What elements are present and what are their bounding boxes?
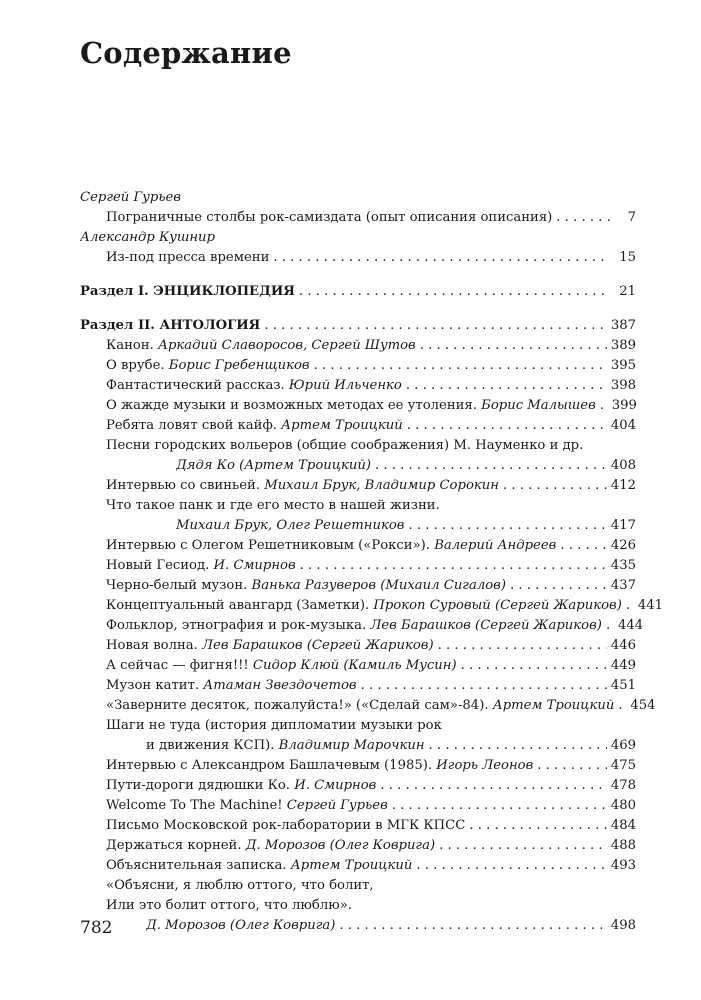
toc-entry-title: А сейчас — фигня!!!	[106, 658, 253, 673]
toc-entry-author: Артем Троицкий	[290, 858, 413, 873]
toc-page-number: 437	[610, 578, 636, 593]
toc-entry	[80, 376, 636, 396]
toc-entry-text	[106, 496, 440, 516]
toc-page-number: 475	[610, 758, 636, 773]
toc-entry-text	[80, 282, 295, 302]
toc-entry	[80, 496, 636, 516]
toc-page-number: 417	[610, 518, 636, 533]
toc-page-number: 7	[627, 210, 636, 225]
toc-leader-dots	[510, 576, 607, 596]
toc-entry-title: Из-под пресса времени	[106, 250, 270, 265]
toc-entry	[80, 208, 636, 228]
toc-entry-text	[106, 248, 269, 268]
toc-entry-text	[106, 836, 435, 856]
toc-entry	[80, 696, 656, 716]
toc-page-number: 480	[610, 798, 636, 813]
toc-entry-title: «Объясни, я люблю оттого, что болит,	[106, 878, 374, 893]
toc-entry	[80, 796, 636, 816]
toc-entry-author: Ванька Разуверов (Михаил Сигалов)	[251, 578, 506, 593]
toc-entry-author: Д. Морозов (Олег Коврига)	[245, 838, 436, 853]
toc-entry-text	[106, 876, 374, 896]
toc-entry-author: Сидор Клюй (Камиль Мусин)	[252, 658, 457, 673]
toc-entry-author: Юрий Ильченко	[288, 378, 402, 393]
toc-entry-author: Сергей Гурьев	[80, 190, 181, 205]
toc-page-number: 454	[630, 698, 656, 713]
toc-entry-title: Интервью со свиньей.	[106, 478, 265, 493]
toc-leader-dots	[537, 756, 607, 776]
toc-entry	[80, 656, 636, 676]
toc-entry-title: Шаги не туда (история дипломатии музыки рок	[106, 718, 442, 733]
toc-entry-text	[80, 316, 260, 336]
toc-page-number: 469	[610, 738, 636, 753]
toc-leader-dots	[560, 536, 607, 556]
toc-entry-text	[106, 796, 388, 816]
toc-entry	[80, 836, 636, 856]
toc-entry-title: Интервью с Олегом Решетниковым («Рокси»).	[106, 538, 435, 553]
toc-entry-text	[106, 596, 622, 616]
toc-entry-author: Артем Троицкий	[281, 418, 403, 433]
toc-entry	[80, 248, 636, 268]
toc-page-number: 498	[610, 918, 636, 933]
toc-page-number: 15	[619, 250, 636, 265]
toc-leader-dots	[439, 836, 607, 856]
toc-leader-dots	[461, 656, 607, 676]
toc-leader-dots	[556, 208, 610, 228]
toc-entry-author: Владимир Марочкин	[278, 738, 425, 753]
toc-entry-author: Лев Барашков (Сергей Жариков)	[202, 638, 434, 653]
toc-entry-text	[106, 676, 357, 696]
toc-entry	[80, 436, 636, 456]
toc-entry-title: Или это болит оттого, что люблю».	[106, 898, 352, 913]
toc-entry-text	[106, 696, 614, 716]
toc-entry-author: Д. Морозов (Олег Коврига)	[146, 918, 336, 933]
toc-leader-dots	[380, 776, 606, 796]
toc-entry-title: О врубе.	[106, 358, 169, 373]
toc-entry	[80, 916, 636, 936]
toc-leader-dots	[618, 696, 626, 716]
toc-entry	[80, 876, 636, 896]
toc-entry-text	[106, 576, 506, 596]
toc-entry-title: Новый Гесиод.	[106, 558, 214, 573]
toc-entry-title: Пограничные столбы рок-самиздата (опыт описания описания)	[106, 210, 553, 225]
toc-leader-dots	[438, 636, 607, 656]
toc-entry	[80, 336, 636, 356]
toc-leader-dots	[392, 796, 607, 816]
toc-leader-dots	[299, 282, 610, 302]
toc-entry	[80, 416, 636, 436]
toc-page-number: 449	[610, 658, 636, 673]
toc-entry-text	[106, 636, 434, 656]
toc-entry	[80, 756, 636, 776]
toc-entry-author: Михаил Брук, Владимир Сорокин	[264, 478, 499, 493]
toc-leader-dots	[375, 456, 607, 476]
toc-page-number: 387	[610, 318, 636, 333]
toc-page-number: 478	[610, 778, 636, 793]
toc-page-number: 389	[610, 338, 636, 353]
toc-entry	[80, 576, 636, 596]
toc-page-number: 441	[637, 598, 664, 613]
toc-page-number: 404	[610, 418, 636, 433]
toc-entry-text	[80, 228, 215, 248]
toc-entry-author: Атаман Звездочетов	[203, 678, 357, 693]
toc-entry	[80, 356, 636, 376]
toc-entry-text	[106, 756, 533, 776]
toc-entry-text	[106, 536, 556, 556]
toc-leader-dots	[339, 916, 606, 936]
toc-entry	[80, 736, 636, 756]
toc-entry	[80, 228, 636, 248]
toc-entry-title: Музон катит.	[106, 678, 204, 693]
toc-entry-title: Ребята ловят свой кайф.	[106, 418, 282, 433]
toc-entry	[80, 516, 636, 536]
toc-leader-dots	[300, 556, 607, 576]
toc-entry	[80, 556, 636, 576]
toc-entry	[80, 616, 644, 636]
toc-entry-text	[106, 716, 442, 736]
toc-leader-dots	[429, 736, 607, 756]
toc-entry-author: Сергей Гурьев	[286, 798, 388, 813]
toc-leader-dots	[626, 596, 634, 616]
toc-page-number: 395	[610, 358, 636, 373]
toc-entry	[80, 456, 636, 476]
toc-entry	[80, 676, 636, 696]
toc-leader-dots	[273, 248, 610, 268]
toc-entry-author: Борис Гребенщиков	[168, 358, 310, 373]
toc-entry-author: Дядя Ко (Артем Троицкий)	[176, 458, 371, 473]
page-title: Содержание	[80, 36, 292, 70]
toc-entry-text	[106, 376, 402, 396]
toc-entry-author: Михаил Брук, Олег Решетников	[176, 518, 405, 533]
toc-leader-dots	[407, 416, 607, 436]
toc-entry-text	[106, 336, 416, 356]
toc-entry-title: Песни городских вольеров (общие соображения) М. Науменко и др.	[106, 438, 584, 453]
toc-entry-title: Пути-дороги дядюшки Ко.	[106, 778, 295, 793]
toc-entry-title: Письмо Московской рок-лаборатории в МГК КПСС	[106, 818, 466, 833]
toc-entry-title: Интервью с Александром Башлачевым (1985).	[106, 758, 437, 773]
toc-entry-text	[106, 556, 296, 576]
toc-entry	[80, 536, 636, 556]
toc-entry-text	[106, 856, 412, 876]
toc-entry	[80, 816, 636, 836]
toc-entry-text	[176, 516, 404, 536]
toc-entry-title: Что такое панк и где его место в нашей жизни.	[106, 498, 440, 513]
toc-entry-text	[106, 208, 552, 228]
toc-entry-author: Александр Кушнир	[80, 230, 215, 245]
toc-page-number: 398	[610, 378, 636, 393]
toc-page-number: 451	[610, 678, 636, 693]
toc-entry-author: И. Смирнов	[213, 558, 296, 573]
toc-entry	[80, 896, 636, 916]
toc-page-number: 444	[617, 618, 644, 633]
toc-leader-dots	[600, 396, 608, 416]
toc-leader-dots	[406, 376, 607, 396]
toc-leader-dots	[469, 816, 607, 836]
toc-entry-text	[106, 816, 465, 836]
toc-section-heading	[80, 316, 636, 336]
toc-page-number: 446	[610, 638, 636, 653]
toc-entry-author: Лев Барашков (Сергей Жариков)	[370, 618, 602, 633]
toc-page-number: 488	[610, 838, 636, 853]
toc-entry-title: Держаться корней.	[106, 838, 246, 853]
toc-page-number: 412	[610, 478, 636, 493]
toc-entry-title: Новая волна.	[106, 638, 203, 653]
toc-page-number: 435	[610, 558, 636, 573]
toc-entry-title: Welcome To The Machine!	[106, 798, 287, 813]
toc-entry-text	[176, 456, 371, 476]
toc-entry	[80, 856, 636, 876]
toc-entry-text	[146, 736, 425, 756]
toc-entry-text	[146, 916, 335, 936]
toc-leader-dots	[420, 336, 607, 356]
toc-entry-text	[106, 436, 583, 456]
toc-entry-text	[106, 776, 376, 796]
toc-entry-title: Канон.	[106, 338, 158, 353]
toc-entry-text	[106, 896, 352, 916]
toc-entry-text	[80, 188, 181, 208]
toc-page-number: 399	[611, 398, 637, 413]
toc-entry	[80, 396, 636, 416]
toc-entry-title: Фантастический рассказ.	[106, 378, 289, 393]
toc-entry-title: Концептуальный авангард (Заметки).	[106, 598, 374, 613]
toc-leader-dots	[606, 616, 614, 636]
toc-entry-title: Объяснительная записка.	[106, 858, 291, 873]
toc-entry	[80, 188, 636, 208]
toc-page-number: 426	[610, 538, 636, 553]
toc-page-number: 484	[610, 818, 636, 833]
toc-entry	[80, 636, 636, 656]
toc-entry-title: О жажде музыки и возможных методах ее утоления.	[106, 398, 482, 413]
table-of-contents	[80, 188, 664, 936]
toc-entry-author: Аркадий Славоросов, Сергей Шутов	[157, 338, 416, 353]
toc-entry-text	[106, 616, 602, 636]
toc-entry-text	[106, 396, 596, 416]
toc-leader-dots	[503, 476, 607, 496]
toc-entry-title: Раздел I. ЭНЦИКЛОПЕДИЯ	[80, 284, 295, 299]
toc-entry-title: Раздел II. АНТОЛОГИЯ	[80, 318, 261, 333]
toc-entry-title: и движения КСП).	[146, 738, 279, 753]
toc-entry	[80, 776, 636, 796]
toc-entry-author: Валерий Андреев	[434, 538, 557, 553]
toc-leader-dots	[408, 516, 606, 536]
toc-page-number: 408	[610, 458, 636, 473]
toc-entry-author: Игорь Леонов	[436, 758, 534, 773]
toc-entry-text	[106, 416, 403, 436]
toc-entry-title: Черно-белый музон.	[106, 578, 252, 593]
toc-entry	[80, 476, 636, 496]
toc-entry-text	[106, 656, 457, 676]
toc-entry	[80, 716, 636, 736]
toc-entry	[80, 596, 664, 616]
toc-entry-title: «Заверните десяток, пожалуйста!» («Сделай сам»-84).	[106, 698, 493, 713]
toc-leader-dots	[416, 856, 606, 876]
toc-entry-title: Фольклор, этнография и рок-музыка.	[106, 618, 371, 633]
page-number: 782	[80, 918, 113, 938]
toc-entry-text	[106, 356, 310, 376]
toc-section-heading	[80, 282, 636, 302]
toc-entry-text	[106, 476, 499, 496]
toc-entry-author: Прокоп Суровый (Сергей Жариков)	[373, 598, 622, 613]
toc-leader-dots	[361, 676, 607, 696]
toc-entry-author: Борис Малышев	[481, 398, 596, 413]
toc-entry-author: Артем Троицкий	[492, 698, 615, 713]
toc-leader-dots	[264, 316, 607, 336]
toc-page-number: 493	[610, 858, 636, 873]
toc-page-number: 21	[619, 284, 636, 299]
toc-leader-dots	[314, 356, 607, 376]
toc-entry-author: И. Смирнов	[294, 778, 377, 793]
